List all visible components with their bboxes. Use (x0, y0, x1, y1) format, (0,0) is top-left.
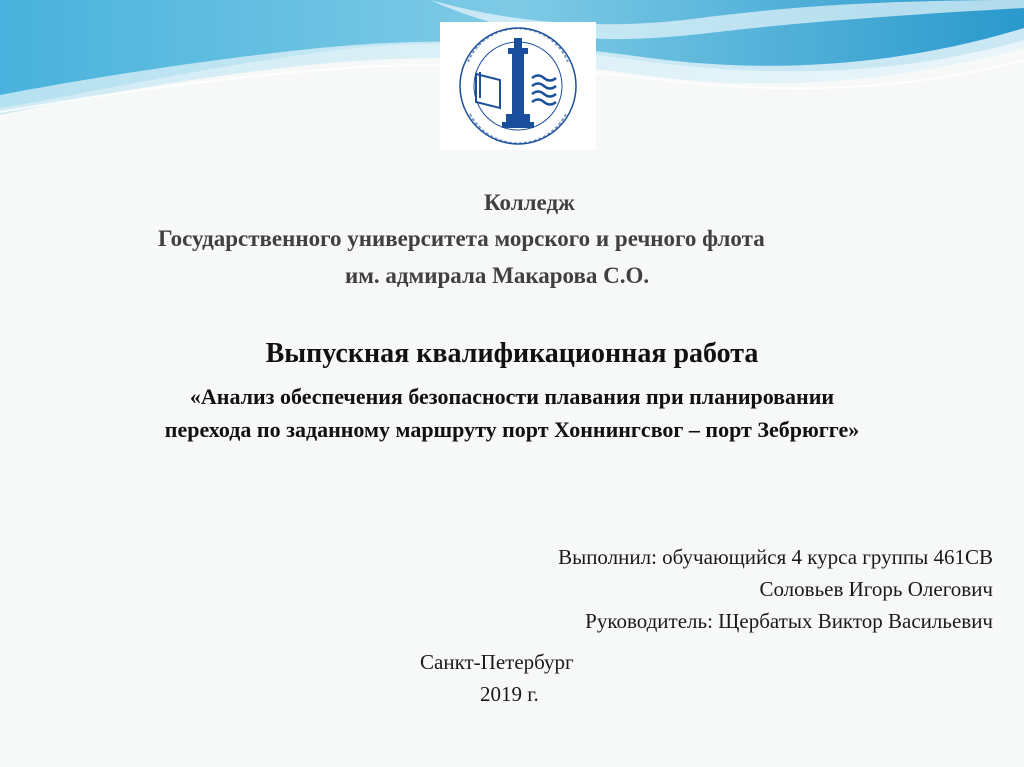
college-heading: Колледж (484, 190, 575, 215)
college-namesake: им. адмирала Макарова С.О. (345, 263, 650, 288)
author-name: Соловьев Игорь Олегович (759, 577, 993, 601)
author-line: Выполнил: обучающийся 4 курса группы 461СВ (558, 545, 993, 569)
thesis-title: Выпускная квалификационная работа (265, 338, 759, 369)
year: 2019 г. (480, 682, 539, 706)
college-university-name: Государственного университета морского и речного флота (158, 226, 765, 251)
thesis-topic-line-2: перехода по заданному маршруту порт Хоннингсвог – порт Зебрюгге» (164, 417, 860, 442)
thesis-topic-line-1: «Анализ обеспечения безопасности плавания при планировании (189, 384, 835, 409)
supervisor-line: Руководитель: Щербатых Виктор Васильевич (585, 609, 993, 633)
city: Санкт-Петербург (420, 650, 574, 674)
university-logo (440, 22, 596, 150)
